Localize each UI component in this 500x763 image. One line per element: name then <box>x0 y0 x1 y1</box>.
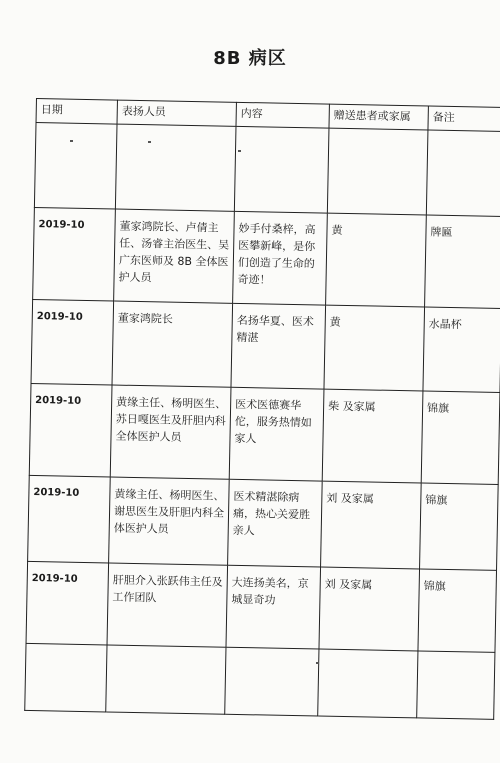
scan-speck <box>70 140 73 142</box>
table-cell <box>234 126 329 213</box>
row-note: 锦旗 <box>421 391 500 484</box>
row-date: 2019-10 <box>33 207 116 301</box>
row-people: 董家鸿院长、卢倩主任、汤睿主治医生、吴广东医师及 8B 全体医护人员 <box>114 209 235 303</box>
table-cell <box>327 128 428 215</box>
table <box>24 98 500 720</box>
row-content: 大连扬美名，京城显奇功 <box>226 565 321 649</box>
table-cell <box>318 649 418 718</box>
table-row <box>28 475 499 570</box>
row-giver: 柴 及家属 <box>322 389 423 483</box>
row-date: 2019-10 <box>28 475 111 563</box>
table-cell <box>115 124 236 211</box>
scan-speck <box>316 662 319 664</box>
row-people: 肝胆介入张跃伟主任及工作团队 <box>107 563 228 647</box>
row-content: 妙手付桑梓，高医攀新峰，是你们创造了生命的奇迹！ <box>233 211 328 305</box>
row-people: 黄缘主任、杨明医生、谢思医生及肝胆内科全体医护人员 <box>109 477 230 565</box>
row-note: 水晶杯 <box>423 307 500 392</box>
table-cell <box>225 647 319 716</box>
row-giver: 刘 及家属 <box>319 567 420 651</box>
row-content: 医术精湛除病痛，热心关爱胜亲人 <box>228 479 323 567</box>
row-giver: 黄 <box>326 213 427 307</box>
table-row <box>33 207 500 308</box>
page-title: 8B 病区 <box>213 48 287 69</box>
row-note: 锦旗 <box>418 569 497 652</box>
row-giver: 黄 <box>324 305 425 391</box>
header-people: 表扬人员 <box>117 100 236 126</box>
table-cell <box>417 651 495 719</box>
table-cell <box>34 123 117 210</box>
row-note: 锦旗 <box>420 483 499 570</box>
row-people: 董家鸿院长 <box>112 301 233 387</box>
table-row-blank <box>25 643 495 719</box>
row-date: 2019-10 <box>29 383 112 477</box>
scan-speck <box>238 150 241 152</box>
table-cell <box>25 643 107 712</box>
row-people: 黄缘主任、杨明医生、苏日嘎医生及肝胆内科全体医护人员 <box>110 385 231 479</box>
commendation-table <box>25 98 460 696</box>
row-date: 2019-10 <box>26 561 109 645</box>
row-giver: 刘 及家属 <box>321 481 422 569</box>
table-cell <box>426 130 500 216</box>
table-row-blank <box>34 123 500 217</box>
header-content: 内容 <box>236 102 329 128</box>
header-date: 日期 <box>36 99 117 125</box>
table-cell <box>106 645 226 714</box>
row-date: 2019-10 <box>31 299 114 385</box>
header-giver: 赠送患者或家属 <box>329 104 428 130</box>
table-row <box>26 561 496 652</box>
header-note: 备注 <box>428 106 500 131</box>
scan-speck <box>148 141 151 143</box>
table-row <box>29 383 500 484</box>
row-content: 医术医德赛华佗，服务热情如家人 <box>229 387 324 481</box>
row-note: 牌匾 <box>425 215 500 308</box>
table-row <box>31 299 500 392</box>
row-content: 名扬华夏、医术精湛 <box>231 303 326 389</box>
